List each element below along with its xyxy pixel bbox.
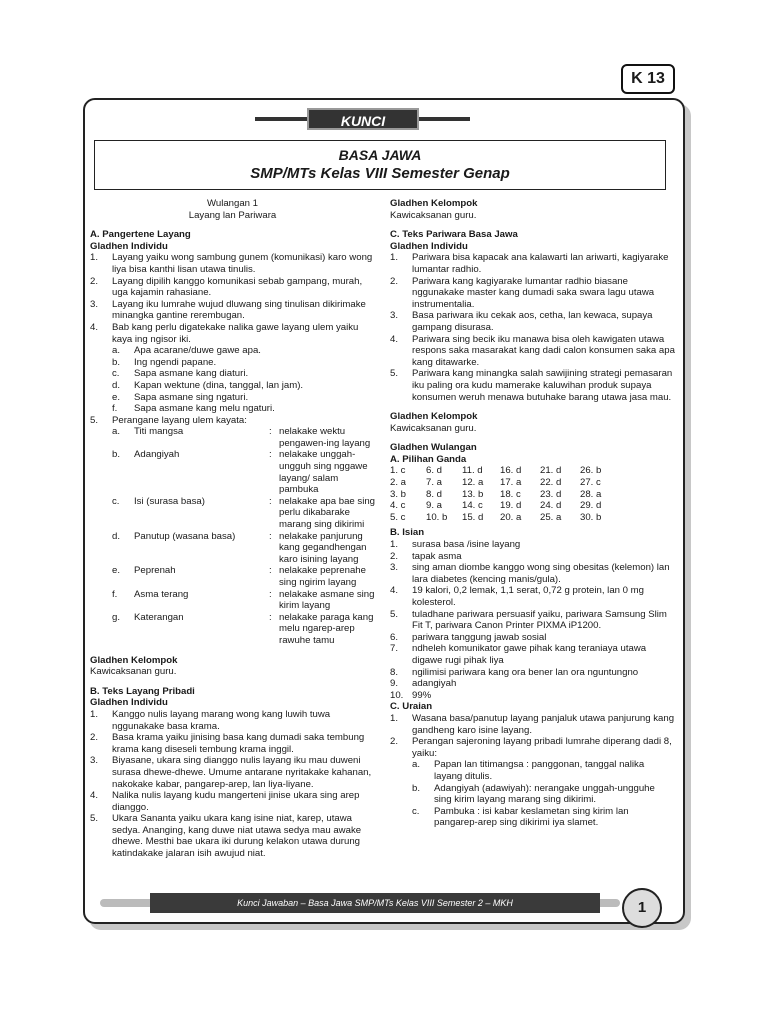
gladhen-kelompok-heading: Gladhen Kelompok [390,198,478,209]
answer-cell: 1. c [390,465,406,477]
answer-cell: 15. d [462,511,484,523]
gladhen-individu-heading: Gladhen Individu [90,240,168,252]
subject-title: BASA JAWA [338,147,422,163]
answer-cell: 18. c [500,488,521,500]
answer-cell: 3. b [390,488,407,500]
answer-cell: 9. a [426,500,443,512]
gladhen-kelompok-heading: Gladhen Kelompok [390,411,478,423]
section-a-heading: A. Pangertene Layang [90,229,191,241]
answer-cell: 21. d [540,465,562,477]
list-item: 4. Nalika nulis layang kudu mangerteni jinise ukara sing arep dianggo. [90,790,360,813]
answer-cell: 27. c [580,477,601,489]
uraian-heading: C. Uraian [390,701,433,713]
answer-cell: 23. d [540,488,562,500]
page-number: 1 [622,888,662,928]
answer-cell: 17. a [500,477,522,489]
gladhen-individu-heading: Gladhen Individu [390,240,468,252]
list-item: 4. Bab kang perlu digatekake nalika gawe layang ulem yaiku kaya ing ngisor iki. [90,321,359,345]
answer-cell: 11. d [462,465,483,477]
list-item: 3. Basa pariwara iku cekak aos, cetha, lan kewaca, supaya gampang disurasa. [390,310,653,333]
list-item: 3. Layang iku lumrahe wujud dluwang sing tinulisan dikirimake minangka gantine rerembugan. [90,298,366,322]
pilihan-ganda-heading: A. Pilihan Ganda [390,453,467,465]
class-title: SMP/MTs Kelas VIII Semester Genap [250,165,510,182]
list-item: 7. ndheleh komunikator gawe pihak kang teraniaya utawa digawe rugi pihak liya [390,643,647,666]
answer-cell: 29. d [580,500,602,512]
answer-cell: 28. a [580,488,602,500]
list-item: 2. Perangan sajeroning layang pribadi lumrahe diperang dadi 8, yaiku: [390,736,672,759]
list-item: b. Adangiyah (adawiyah): nerangake unggah-ungguhe sing kirim layang marang sing dikirimi. [412,782,655,806]
answer-cell: 5. c [390,511,406,523]
list-item: 5. Ukara Sananta yaiku ukara kang isine niat, karep, utawa sedya. Ananging, kang duwe niat utawa sedya mau awake dhewe. Mesthi bae ukara iki durung kelakon utawa durung katindakake jalaran isih awujud niat. [90,813,362,860]
answer-grid [390,465,675,523]
list-item: 5. Pariwara kang minangka salah sawijining strategi pemasaran iku paling ora kudu mamerake kaluwihan produk supaya konsumen weruh menawa butuhake barang utawa jasa mau. [390,368,673,403]
answer-cell: 8. d [426,488,443,500]
answer-cell: 25. a [540,511,562,523]
list-item: c. Pambuka : isi kabar keslametan sing kirim lan pangarep-arep sing dikirimi iya slamet. [412,805,629,829]
gladhen-individu-heading: Gladhen Individu [90,697,168,709]
section-c-heading: C. Teks Pariwara Basa Jawa [390,229,518,241]
list-item: f. Sapa asmane kang melu ngaturi. [112,403,275,415]
gladhen-wulangan-heading: Gladhen Wulangan [390,442,477,454]
list-item: 3. Biyasane, ukara sing dianggo nulis layang iku mau duweni surasa dhewe-dhewe. Umume antarane nyritakake kahanan, nakokake kabar, pangarep-arep, lan liya-liyane. [90,755,372,790]
answer-cell: 20. a [500,511,522,523]
answer-cell: 13. b [462,488,484,500]
chapter-number: Wulangan 1 [206,198,259,209]
banner [255,108,470,151]
gladhen-kelompok-heading: Gladhen Kelompok [90,654,178,666]
perangan-row: e. Peprenah : nelakake peprenahe sing ngirim layang [112,565,366,588]
answer-cell: 16. d [500,465,522,477]
answer-cell: 6. d [426,465,443,477]
answer-cell: 30. b [580,511,602,523]
list-item: 1. Pariwara bisa kapacak ana kalawarti lan ariwarti, kagiyarake lumantar radhio. [390,252,669,275]
answer-cell: 10. b [426,511,448,523]
list-item: 2. Basa krama yaiku jinising basa kang dumadi saka tembung krama kang diseseli tembung krama inggil. [90,732,365,755]
list-item: 2. Pariwara kang kagiyarake lumantar radhio biasane nggunakake master kang dumadi saka swara lagu utawa instrumentalia. [390,275,655,310]
right-column [390,198,675,829]
isian-heading: B. Isian [390,527,425,539]
list-item: 4. 19 kalori, 0,2 lemak, 1,1 serat, 0,72 g protein, lan 0 mg kolesterol. [390,585,644,608]
list-item: 10. 99% [390,689,432,701]
answer-cell: 2. a [390,477,407,489]
chapter-title: Layang lan Pariwara [188,209,277,221]
perangan-row: a. Titi mangsa : nelakake wektu pengawen-ing layang [112,426,371,449]
perangan-row: b. Adangiyah : nelakake unggah-ungguh sing nggawe layang/ salam pambuka [112,449,368,496]
answer-cell: 22. d [540,477,562,489]
list-item: 2. Layang dipilih kanggo komunikasi sebab gampang, murah, uga kajamin rahasiane. [90,275,363,299]
answer-cell: 26. b [580,465,602,477]
gladhen-kelompok-text: Kawicaksanan guru. [90,666,177,678]
answer-cell: 7. a [426,477,443,489]
perangan-row: d. Panutup (wasana basa) : nelakake panjurung kang gegandhengan karo isining layang [112,530,367,565]
footer-bar [100,893,620,913]
k13-badge: K 13 [621,64,675,94]
perangan-row: g. Katerangan : nelakake paraga kang melu ngarep-arep rawuhe tamu [112,611,374,646]
gladhen-kelompok-text: Kawicaksanan guru. [390,422,477,434]
answer-cell: 4. c [390,500,406,512]
list-item: 9. adangiyah [390,678,457,690]
list-item: 6. pariwara tanggung jawab sosial [390,631,547,643]
section-b-heading: B. Teks Layang Pribadi [90,685,195,697]
answer-cell: 14. c [462,500,483,512]
footer-text: Kunci Jawaban – Basa Jawa SMP/MTs Kelas VIII Semester 2 – MKH [150,893,600,913]
list-item: 1. Kanggo nulis layang marang wong kang luwih tuwa nggunakake basa krama. [90,708,331,732]
list-item: 4. Pariwara sing becik iku manawa bisa oleh kawigaten utawa respons saka masarakat kang dadi calon konsumen saka apa kang ditawarke. [390,333,675,368]
gladhen-kelompok-text: Kawicaksanan guru. [390,209,477,221]
list-item: 3. sing aman diombe kanggo wong sing obesitas (kelemon) lan lara diabetes (kencing manis/gula). [390,562,670,585]
left-column [90,198,375,860]
list-item: b. Ing ngendi papane. [112,356,217,368]
answer-cell: 19. d [500,500,522,512]
list-item: 1. surasa basa /isine layang [390,539,521,551]
list-item: a. Apa acarane/duwe gawe apa. [112,345,261,357]
list-item: c. Sapa asmane kang diaturi. [112,368,249,380]
answer-cell: 24. d [540,500,562,512]
list-item: e. Sapa asmane sing ngaturi. [112,391,249,403]
list-item: 5. tuladhane pariwara persuasif yaiku, pariwara Samsung Slim Fit T, pariwara Canon Printer PIXMA iP1200. [390,608,667,632]
banner-title: KUNCI JAWABAN [307,108,419,130]
list-item: 5. Perangane layang ulem kayata: [90,414,247,426]
list-item: 8. ngilimisi pariwara kang ora bener lan ora nguntungno [390,666,639,678]
title-box [94,140,666,190]
list-item: a. Papan lan titimangsa : panggonan, tanggal nalika layang ditulis. [412,759,645,782]
list-item: 1. Wasana basa/panutup layang panjaluk utawa panjurung kang gandheng karo isine layang. [390,712,675,736]
answer-cell: 12. a [462,477,484,489]
perangan-row: f. Asma terang : nelakake asmane sing kirim layang [112,588,375,612]
list-item: 1. Layang yaiku wong sambung gunem (komunikasi) karo wong liya bisa kanthi lisan utawa tinulis. [90,252,373,275]
list-item: 2. tapak asma [390,550,462,562]
perangan-row: c. Isi (surasa basa) : nelakake apa bae sing perlu dikabarake marang sing dikirimi [112,495,376,531]
list-item: d. Kapan wektune (dina, tanggal, lan jam). [112,379,304,391]
